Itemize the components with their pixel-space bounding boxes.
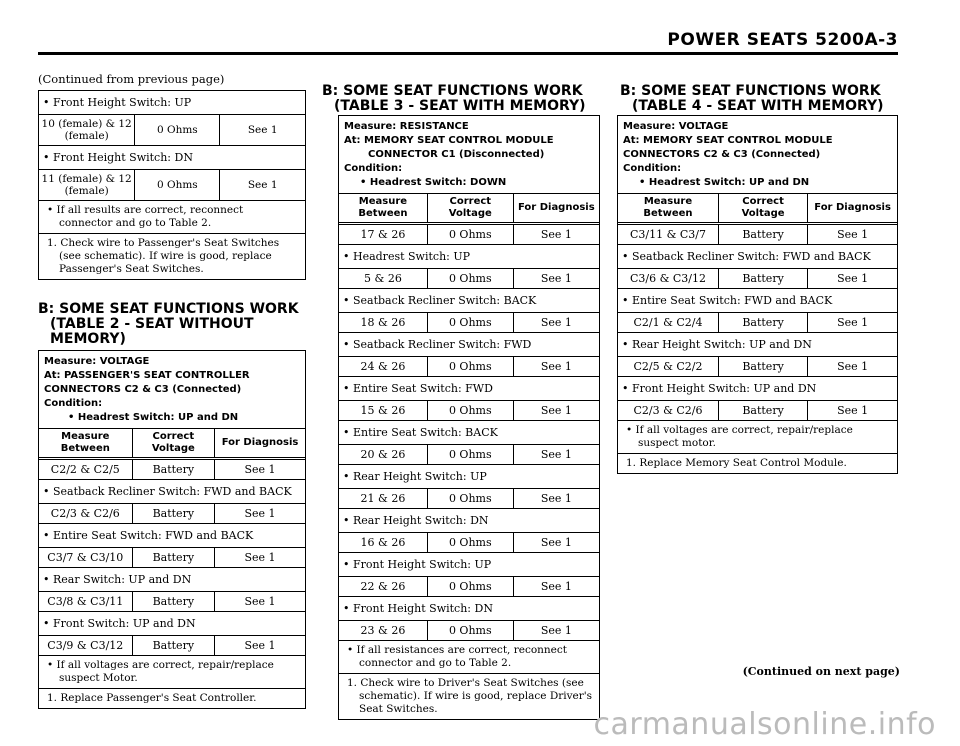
continued-on-next-page: (Continued on next page) [742, 665, 900, 678]
watermark: carmanualsonline.info [593, 707, 936, 742]
section-title-line: B: SOME SEAT FUNCTIONS WORK [620, 83, 881, 99]
table-row [39, 636, 305, 656]
measure-between-cell: 21 & 26 [339, 489, 427, 509]
correct-value-cell: Battery [132, 636, 214, 656]
measure-between-cell: 18 & 26 [339, 313, 427, 333]
measure-between-cell: C2/3 & C2/6 [618, 401, 718, 421]
correct-value-cell: Battery [718, 313, 807, 333]
correct-value-cell: 0 Ohms [427, 357, 513, 377]
section-title-table-3 [322, 84, 586, 114]
condition-text: • Entire Seat Switch: FWD and BACK [39, 524, 305, 548]
section-title-line: (TABLE 3 - SEAT WITH MEMORY) [334, 98, 586, 114]
measure-between-cell: 16 & 26 [339, 533, 427, 553]
for-diagnosis-cell: See 1 [513, 577, 599, 597]
measure-between-cell: C2/5 & C2/2 [618, 357, 718, 377]
condition-row [39, 524, 305, 548]
for-diagnosis-cell: See 1 [513, 533, 599, 553]
column-header: For Diagnosis [513, 194, 599, 224]
measure-between-cell: 10 (female) & 12 (female) [39, 115, 135, 146]
condition-text: • Seatback Recliner Switch: BACK [339, 289, 599, 313]
measure-label: Measure: VOLTAGE [623, 121, 729, 132]
page-header-title: POWER SEATS 5200A-3 [667, 30, 898, 50]
table-row [618, 269, 897, 289]
condition-text: • Seatback Recliner Switch: FWD and BACK [39, 480, 305, 504]
correct-value-cell: Battery [132, 592, 214, 612]
column-header: Correct Voltage [718, 194, 807, 224]
data-table [339, 194, 599, 641]
condition-text: • Front Switch: UP and DN [39, 612, 305, 636]
condition-text: • Seatback Recliner Switch: FWD and BACK [618, 245, 897, 269]
connector-label: CONNECTORS C2 & C3 (Connected) [44, 384, 242, 395]
at-label: At: MEMORY SEAT CONTROL MODULE [623, 135, 833, 146]
measure-between-cell: C3/7 & C3/10 [39, 548, 132, 568]
column-header: Correct Voltage [427, 194, 513, 224]
for-diagnosis-cell: See 1 [513, 445, 599, 465]
measure-between-cell: 11 (female) & 12 (female) [39, 170, 135, 201]
condition-value: • Headrest Switch: UP and DN [639, 177, 810, 188]
correct-value-cell: 0 Ohms [427, 577, 513, 597]
condition-row [39, 612, 305, 636]
condition-text: • Headrest Switch: UP [339, 245, 599, 269]
correct-value-cell: 0 Ohms [427, 313, 513, 333]
condition-text: • Entire Seat Switch: FWD [339, 377, 599, 401]
condition-row [618, 333, 897, 357]
note-text: • If all resistances are correct, reconnect connector and go to Table 2. [347, 644, 567, 669]
column-header: Measure Between [39, 429, 132, 459]
table-row [39, 592, 305, 612]
condition-text: • Front Height Switch: DN [39, 146, 305, 170]
table-row [618, 401, 897, 421]
column-header: For Diagnosis [215, 429, 305, 459]
table-4-body [618, 194, 897, 473]
condition-row [339, 465, 599, 489]
correct-value-cell: Battery [132, 504, 214, 524]
correct-value-cell: 0 Ohms [135, 115, 220, 146]
measure-between-cell: C3/8 & C3/11 [39, 592, 132, 612]
section-title-line: MEMORY) [50, 331, 126, 347]
column-header: Measure Between [618, 194, 718, 224]
table-row [339, 577, 599, 597]
data-table [618, 194, 897, 421]
measure-between-cell: C3/9 & C3/12 [39, 636, 132, 656]
at-label: At: MEMORY SEAT CONTROL MODULE [344, 135, 554, 146]
at-label: At: PASSENGER'S SEAT CONTROLLER [44, 370, 250, 381]
note-text: • If all results are correct, reconnect connector and go to Table 2. [47, 204, 244, 229]
measure-between-cell: C3/6 & C3/12 [618, 269, 718, 289]
table-row [339, 401, 599, 421]
correct-value-cell: Battery [132, 459, 214, 480]
condition-text: • Rear Height Switch: UP and DN [618, 333, 897, 357]
connector-label: CONNECTORS C2 & C3 (Connected) [623, 149, 821, 160]
table-row [39, 170, 305, 201]
measure-between-cell: C2/3 & C2/6 [39, 504, 132, 524]
table-row [339, 445, 599, 465]
data-table [39, 429, 305, 656]
table-header-row [339, 194, 599, 224]
table-row [339, 224, 599, 245]
correct-value-cell: 0 Ohms [427, 224, 513, 245]
for-diagnosis-cell: See 1 [215, 636, 305, 656]
for-diagnosis-cell: See 1 [513, 621, 599, 641]
for-diagnosis-cell: See 1 [808, 224, 897, 245]
condition-row [39, 480, 305, 504]
table-row [39, 548, 305, 568]
column-header: For Diagnosis [808, 194, 897, 224]
table-2-header [39, 351, 305, 429]
condition-label: Condition: [344, 163, 403, 174]
for-diagnosis-cell: See 1 [513, 224, 599, 245]
table-row [339, 621, 599, 641]
note-text: • If all voltages are correct, repair/replace suspect motor. [626, 424, 853, 449]
measure-between-cell: C2/1 & C2/4 [618, 313, 718, 333]
correct-value-cell: 0 Ohms [427, 445, 513, 465]
table-row [339, 533, 599, 553]
correct-value-cell: Battery [718, 401, 807, 421]
column-header: Correct Voltage [132, 429, 214, 459]
table-3-header [339, 116, 599, 194]
condition-text: • Front Height Switch: UP [339, 553, 599, 577]
measure-label: Measure: VOLTAGE [44, 356, 150, 367]
section-title-line: B: SOME SEAT FUNCTIONS WORK [322, 83, 583, 99]
correct-value-cell: 0 Ohms [427, 269, 513, 289]
table-row [339, 313, 599, 333]
measure-between-cell: 17 & 26 [339, 224, 427, 245]
condition-text: • Rear Height Switch: UP [339, 465, 599, 489]
table-4-header [618, 116, 897, 194]
table-4 [617, 115, 898, 474]
condition-row [339, 289, 599, 313]
section-title-line: (TABLE 2 - SEAT WITHOUT [50, 316, 254, 332]
note-text: 1. Check wire to Passenger's Seat Switches (see schematic). If wire is good, replace Passenger's Seat Switches. [39, 233, 305, 279]
condition-row [618, 377, 897, 401]
condition-row [339, 333, 599, 357]
note-text: • If all voltages are correct, repair/replace suspect Motor. [47, 659, 274, 684]
condition-text: • Entire Seat Switch: FWD and BACK [618, 289, 897, 313]
table-row [339, 357, 599, 377]
table-row [39, 115, 305, 146]
for-diagnosis-cell: See 1 [808, 401, 897, 421]
condition-row [339, 377, 599, 401]
for-diagnosis-cell: See 1 [215, 592, 305, 612]
correct-value-cell: Battery [718, 357, 807, 377]
correct-value-cell: 0 Ohms [427, 489, 513, 509]
for-diagnosis-cell: See 1 [808, 313, 897, 333]
table-row [339, 269, 599, 289]
measure-between-cell: 5 & 26 [339, 269, 427, 289]
measure-between-cell: 23 & 26 [339, 621, 427, 641]
condition-text: • Front Height Switch: UP [39, 91, 305, 115]
note-text: 1. Replace Memory Seat Control Module. [618, 453, 897, 473]
correct-value-cell: Battery [718, 224, 807, 245]
measure-between-cell: 15 & 26 [339, 401, 427, 421]
measure-label: Measure: RESISTANCE [344, 121, 469, 132]
for-diagnosis-cell: See 1 [808, 357, 897, 377]
for-diagnosis-cell: See 1 [220, 115, 305, 146]
table-row [39, 504, 305, 524]
table-3 [338, 115, 600, 720]
table-header-row [618, 194, 897, 224]
section-title-table-4 [620, 84, 884, 114]
for-diagnosis-cell: See 1 [215, 459, 305, 480]
correct-value-cell: 0 Ohms [427, 533, 513, 553]
correct-value-cell: 0 Ohms [135, 170, 220, 201]
condition-row [339, 421, 599, 445]
for-diagnosis-cell: See 1 [513, 269, 599, 289]
condition-row [618, 289, 897, 313]
table-3-body [339, 194, 599, 719]
for-diagnosis-cell: See 1 [215, 548, 305, 568]
condition-row [39, 568, 305, 592]
measure-between-cell: 20 & 26 [339, 445, 427, 465]
condition-label: Condition: [44, 398, 103, 409]
for-diagnosis-cell: See 1 [513, 489, 599, 509]
condition-row [39, 91, 305, 115]
condition-row [39, 146, 305, 170]
column-header: Measure Between [339, 194, 427, 224]
measure-between-cell: 24 & 26 [339, 357, 427, 377]
table-row [618, 224, 897, 245]
condition-text: • Front Height Switch: DN [339, 597, 599, 621]
section-title-line: B: SOME SEAT FUNCTIONS WORK [38, 301, 299, 317]
for-diagnosis-cell: See 1 [215, 504, 305, 524]
condition-row [339, 245, 599, 269]
condition-text: • Entire Seat Switch: BACK [339, 421, 599, 445]
table-row [618, 313, 897, 333]
correct-value-cell: Battery [718, 269, 807, 289]
measure-between-cell: C3/11 & C3/7 [618, 224, 718, 245]
data-table [39, 91, 305, 201]
condition-row [618, 245, 897, 269]
condition-text: • Rear Height Switch: DN [339, 509, 599, 533]
note-text: 1. Check wire to Driver's Seat Switches (see schematic). If wire is good, replace Driver's Seat Switches. [339, 673, 599, 719]
measure-between-cell: C2/2 & C2/5 [39, 459, 132, 480]
condition-text: • Front Height Switch: UP and DN [618, 377, 897, 401]
table-row [618, 357, 897, 377]
condition-text: • Seatback Recliner Switch: FWD [339, 333, 599, 357]
continued-from-previous: (Continued from previous page) [38, 72, 225, 86]
condition-label: Condition: [623, 163, 682, 174]
section-title-table-2 [38, 302, 299, 347]
for-diagnosis-cell: See 1 [513, 357, 599, 377]
correct-value-cell: 0 Ohms [427, 401, 513, 421]
table-2 [38, 350, 306, 709]
header-rule [38, 52, 898, 55]
condition-row [339, 509, 599, 533]
condition-text: • Rear Switch: UP and DN [39, 568, 305, 592]
section-title-line: (TABLE 4 - SEAT WITH MEMORY) [632, 98, 884, 114]
connector-label: CONNECTOR C1 (Disconnected) [368, 149, 545, 160]
table-row [339, 489, 599, 509]
note-text: 1. Replace Passenger's Seat Controller. [39, 688, 305, 708]
condition-value: • Headrest Switch: DOWN [360, 177, 507, 188]
table-1 [38, 90, 306, 280]
correct-value-cell: 0 Ohms [427, 621, 513, 641]
condition-row [339, 597, 599, 621]
for-diagnosis-cell: See 1 [220, 170, 305, 201]
table-header-row [39, 429, 305, 459]
for-diagnosis-cell: See 1 [808, 269, 897, 289]
for-diagnosis-cell: See 1 [513, 313, 599, 333]
condition-row [339, 553, 599, 577]
table-row [39, 459, 305, 480]
for-diagnosis-cell: See 1 [513, 401, 599, 421]
condition-value: • Headrest Switch: UP and DN [68, 412, 239, 423]
measure-between-cell: 22 & 26 [339, 577, 427, 597]
correct-value-cell: Battery [132, 548, 214, 568]
table-2-body [39, 429, 305, 708]
